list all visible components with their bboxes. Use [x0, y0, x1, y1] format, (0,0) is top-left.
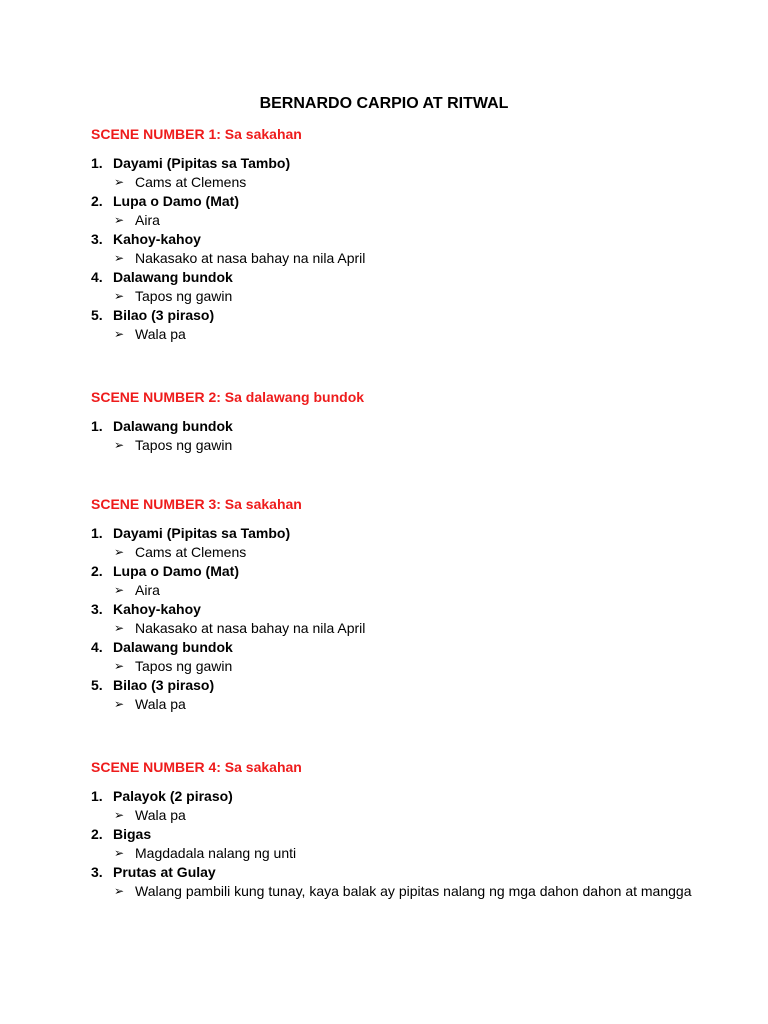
- list-item: [91, 417, 711, 455]
- item-number: 1.: [91, 155, 103, 171]
- scene-2: [91, 387, 711, 455]
- item-note: Wala pa: [135, 326, 186, 342]
- item-number: 3.: [91, 601, 103, 617]
- arrowhead-bullet-icon: ➢: [114, 175, 125, 189]
- item-number: 3.: [91, 864, 103, 880]
- arrowhead-bullet-icon: ➢: [114, 545, 125, 559]
- item-number: 1.: [91, 418, 103, 434]
- scene-heading: SCENE NUMBER 3: Sa sakahan: [91, 496, 302, 512]
- item-number: 5.: [91, 677, 103, 693]
- item-title: Bilao (3 piraso): [113, 307, 215, 323]
- arrowhead-bullet-icon: ➢: [114, 808, 125, 822]
- arrowhead-bullet-icon: ➢: [114, 621, 125, 635]
- list-item: [91, 600, 711, 638]
- arrowhead-bullet-icon: ➢: [114, 659, 125, 673]
- item-number: 1.: [91, 788, 103, 804]
- item-note: Cams at Clemens: [135, 174, 247, 190]
- item-number: 4.: [91, 639, 103, 655]
- item-list: [91, 524, 711, 714]
- list-item: [91, 154, 711, 192]
- item-list: [91, 787, 711, 901]
- item-title: Dayami (Pipitas sa Tambo): [113, 525, 291, 541]
- item-title: Dalawang bundok: [113, 639, 233, 655]
- scene-heading: SCENE NUMBER 2: Sa dalawang bundok: [91, 389, 365, 405]
- arrowhead-bullet-icon: ➢: [114, 438, 125, 452]
- list-item: [91, 562, 711, 600]
- arrowhead-bullet-icon: ➢: [114, 251, 125, 265]
- item-note: Tapos ng gawin: [135, 658, 233, 674]
- item-note: Tapos ng gawin: [135, 437, 233, 453]
- list-item: [91, 306, 711, 344]
- list-item: [91, 524, 711, 562]
- scene-4: [91, 757, 711, 901]
- item-note: Wala pa: [135, 807, 186, 823]
- list-item: [91, 230, 711, 268]
- list-item: [91, 638, 711, 676]
- scene-heading: SCENE NUMBER 1: Sa sakahan: [91, 126, 302, 142]
- scene-1: [91, 124, 711, 344]
- item-title: Palayok (2 piraso): [113, 788, 233, 804]
- arrowhead-bullet-icon: ➢: [114, 327, 125, 341]
- item-note: Aira: [135, 212, 160, 228]
- arrowhead-bullet-icon: ➢: [114, 213, 125, 227]
- item-title: Lupa o Damo (Mat): [113, 563, 239, 579]
- list-item: [91, 192, 711, 230]
- item-number: 3.: [91, 231, 103, 247]
- arrowhead-bullet-icon: ➢: [114, 583, 125, 597]
- item-title: Kahoy-kahoy: [113, 601, 201, 617]
- list-item: [91, 863, 711, 901]
- item-title: Bilao (3 piraso): [113, 677, 215, 693]
- item-note: Nakasako at nasa bahay na nila April: [135, 250, 366, 266]
- item-title: Bigas: [113, 826, 152, 842]
- item-number: 1.: [91, 525, 103, 541]
- item-number: 4.: [91, 269, 103, 285]
- item-note: Wala pa: [135, 696, 186, 712]
- document-title: BERNARDO CARPIO AT RITWAL: [259, 95, 509, 112]
- item-title: Lupa o Damo (Mat): [113, 193, 239, 209]
- list-item: [91, 268, 711, 306]
- item-title: Dalawang bundok: [113, 418, 233, 434]
- item-note: Tapos ng gawin: [135, 288, 233, 304]
- list-item: [91, 825, 711, 863]
- item-title: Prutas at Gulay: [113, 864, 216, 880]
- item-note: Magdadala nalang ng unti: [135, 845, 297, 861]
- arrowhead-bullet-icon: ➢: [114, 884, 125, 898]
- item-title: Dalawang bundok: [113, 269, 233, 285]
- arrowhead-bullet-icon: ➢: [114, 697, 125, 711]
- item-number: 2.: [91, 193, 103, 209]
- list-item: [91, 787, 711, 825]
- item-note: Aira: [135, 582, 160, 598]
- list-item: [91, 676, 711, 714]
- item-title: Dayami (Pipitas sa Tambo): [113, 155, 291, 171]
- item-list: [91, 417, 711, 455]
- item-list: [91, 154, 711, 344]
- arrowhead-bullet-icon: ➢: [114, 289, 125, 303]
- item-note: Nakasako at nasa bahay na nila April: [135, 620, 366, 636]
- item-number: 5.: [91, 307, 103, 323]
- item-number: 2.: [91, 826, 103, 842]
- item-title: Kahoy-kahoy: [113, 231, 201, 247]
- item-note: Walang pambili kung tunay, kaya balak ay pipitas nalang ng mga dahon dahon at mangga: [135, 883, 692, 899]
- arrowhead-bullet-icon: ➢: [114, 846, 125, 860]
- scene-heading: SCENE NUMBER 4: Sa sakahan: [91, 759, 302, 775]
- scene-3: [91, 494, 711, 714]
- item-note: Cams at Clemens: [135, 544, 247, 560]
- item-number: 2.: [91, 563, 103, 579]
